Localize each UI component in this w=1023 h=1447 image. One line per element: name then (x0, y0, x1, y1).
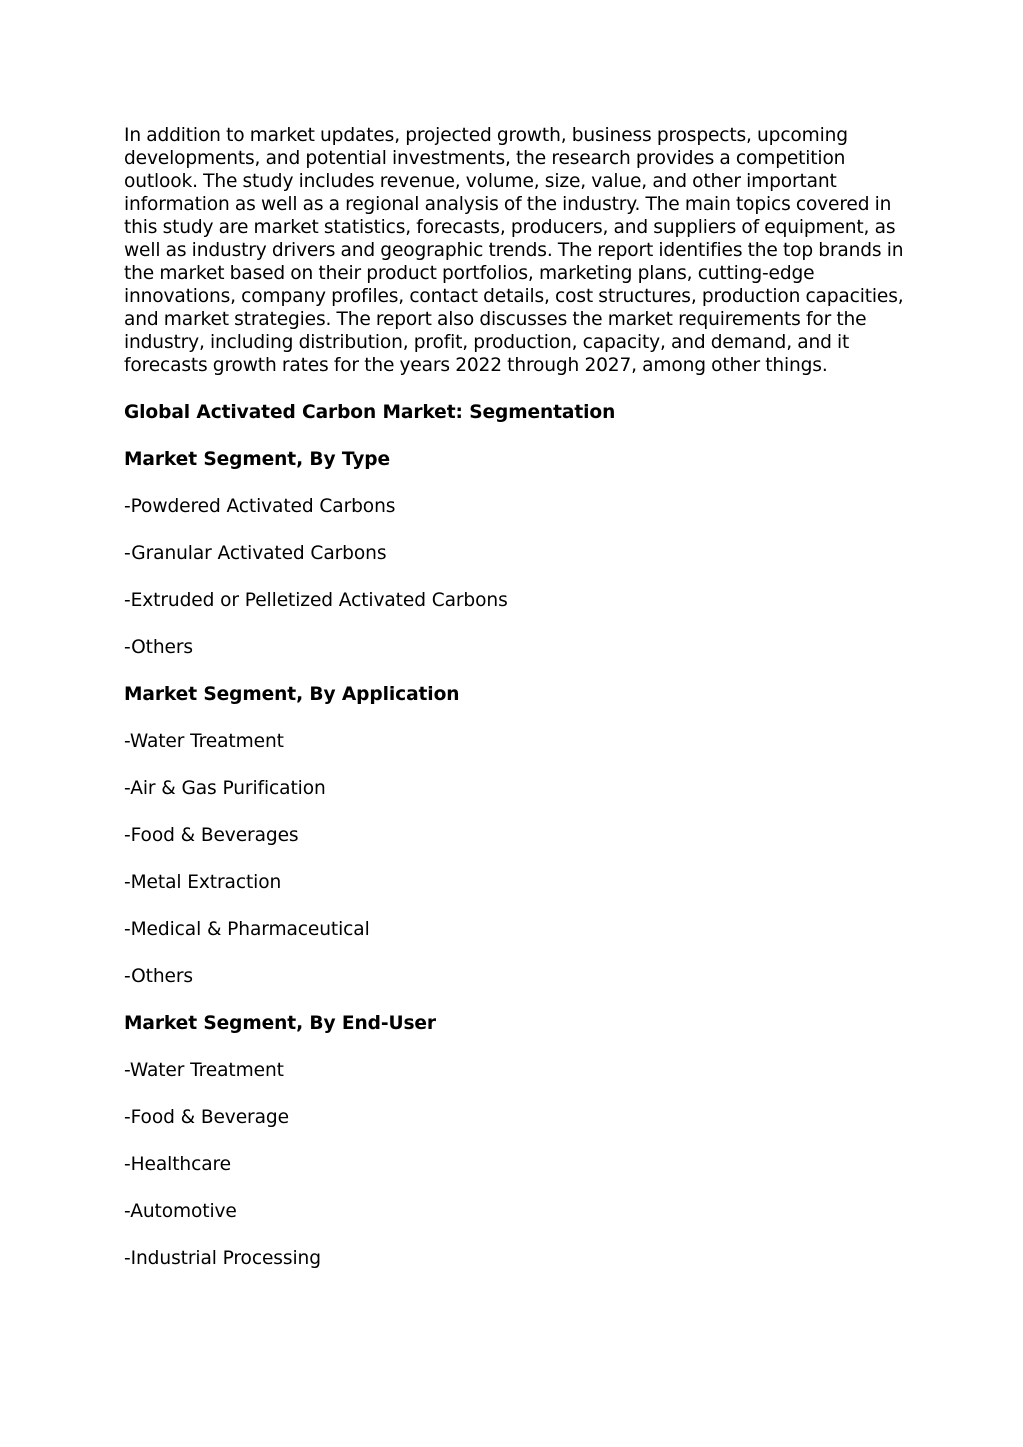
list-item: -Automotive (124, 1201, 237, 1222)
list-item: -Metal Extraction (124, 872, 282, 893)
segmentation-heading: Global Activated Carbon Market: Segmentation (124, 402, 616, 423)
list-item: -Water Treatment (124, 1060, 284, 1081)
by-application-heading: Market Segment, By Application (124, 684, 460, 705)
by-end-user-heading: Market Segment, By End-User (124, 1013, 436, 1034)
intro-paragraph: In addition to market updates, projected growth, business prospects, upcoming developments, and potential investments, the research provides a competition outlook. The study includes revenue, volume, size, value, and other important information as well as a regional analysis of the industry. The main topics covered in this study are market statistics, forecasts, producers, and suppliers of equipment, as well as industry drivers and geographic trends. The report identifies the top brands in the market based on their product portfolios, marketing plans, cutting-edge innovations, company profiles, contact details, cost structures, production capacities, and market strategies. The report also discusses the market requirements for the industry, including distribution, profit, production, capacity, and demand, and it forecasts growth rates for the years 2022 through 2027, among other things. (124, 125, 904, 376)
list-item: -Granular Activated Carbons (124, 543, 387, 564)
document-page (124, 124, 904, 1270)
list-item: -Healthcare (124, 1154, 231, 1175)
list-item: -Air & Gas Purification (124, 778, 326, 799)
list-item: -Water Treatment (124, 731, 284, 752)
list-item: -Others (124, 966, 194, 987)
by-type-heading: Market Segment, By Type (124, 449, 391, 470)
list-item: -Powdered Activated Carbons (124, 496, 396, 517)
list-item: -Food & Beverages (124, 825, 299, 846)
list-item: -Extruded or Pelletized Activated Carbons (124, 590, 508, 611)
list-item: -Medical & Pharmaceutical (124, 919, 370, 940)
list-item: -Industrial Processing (124, 1248, 321, 1269)
list-item: -Others (124, 637, 194, 658)
list-item: -Food & Beverage (124, 1107, 289, 1128)
